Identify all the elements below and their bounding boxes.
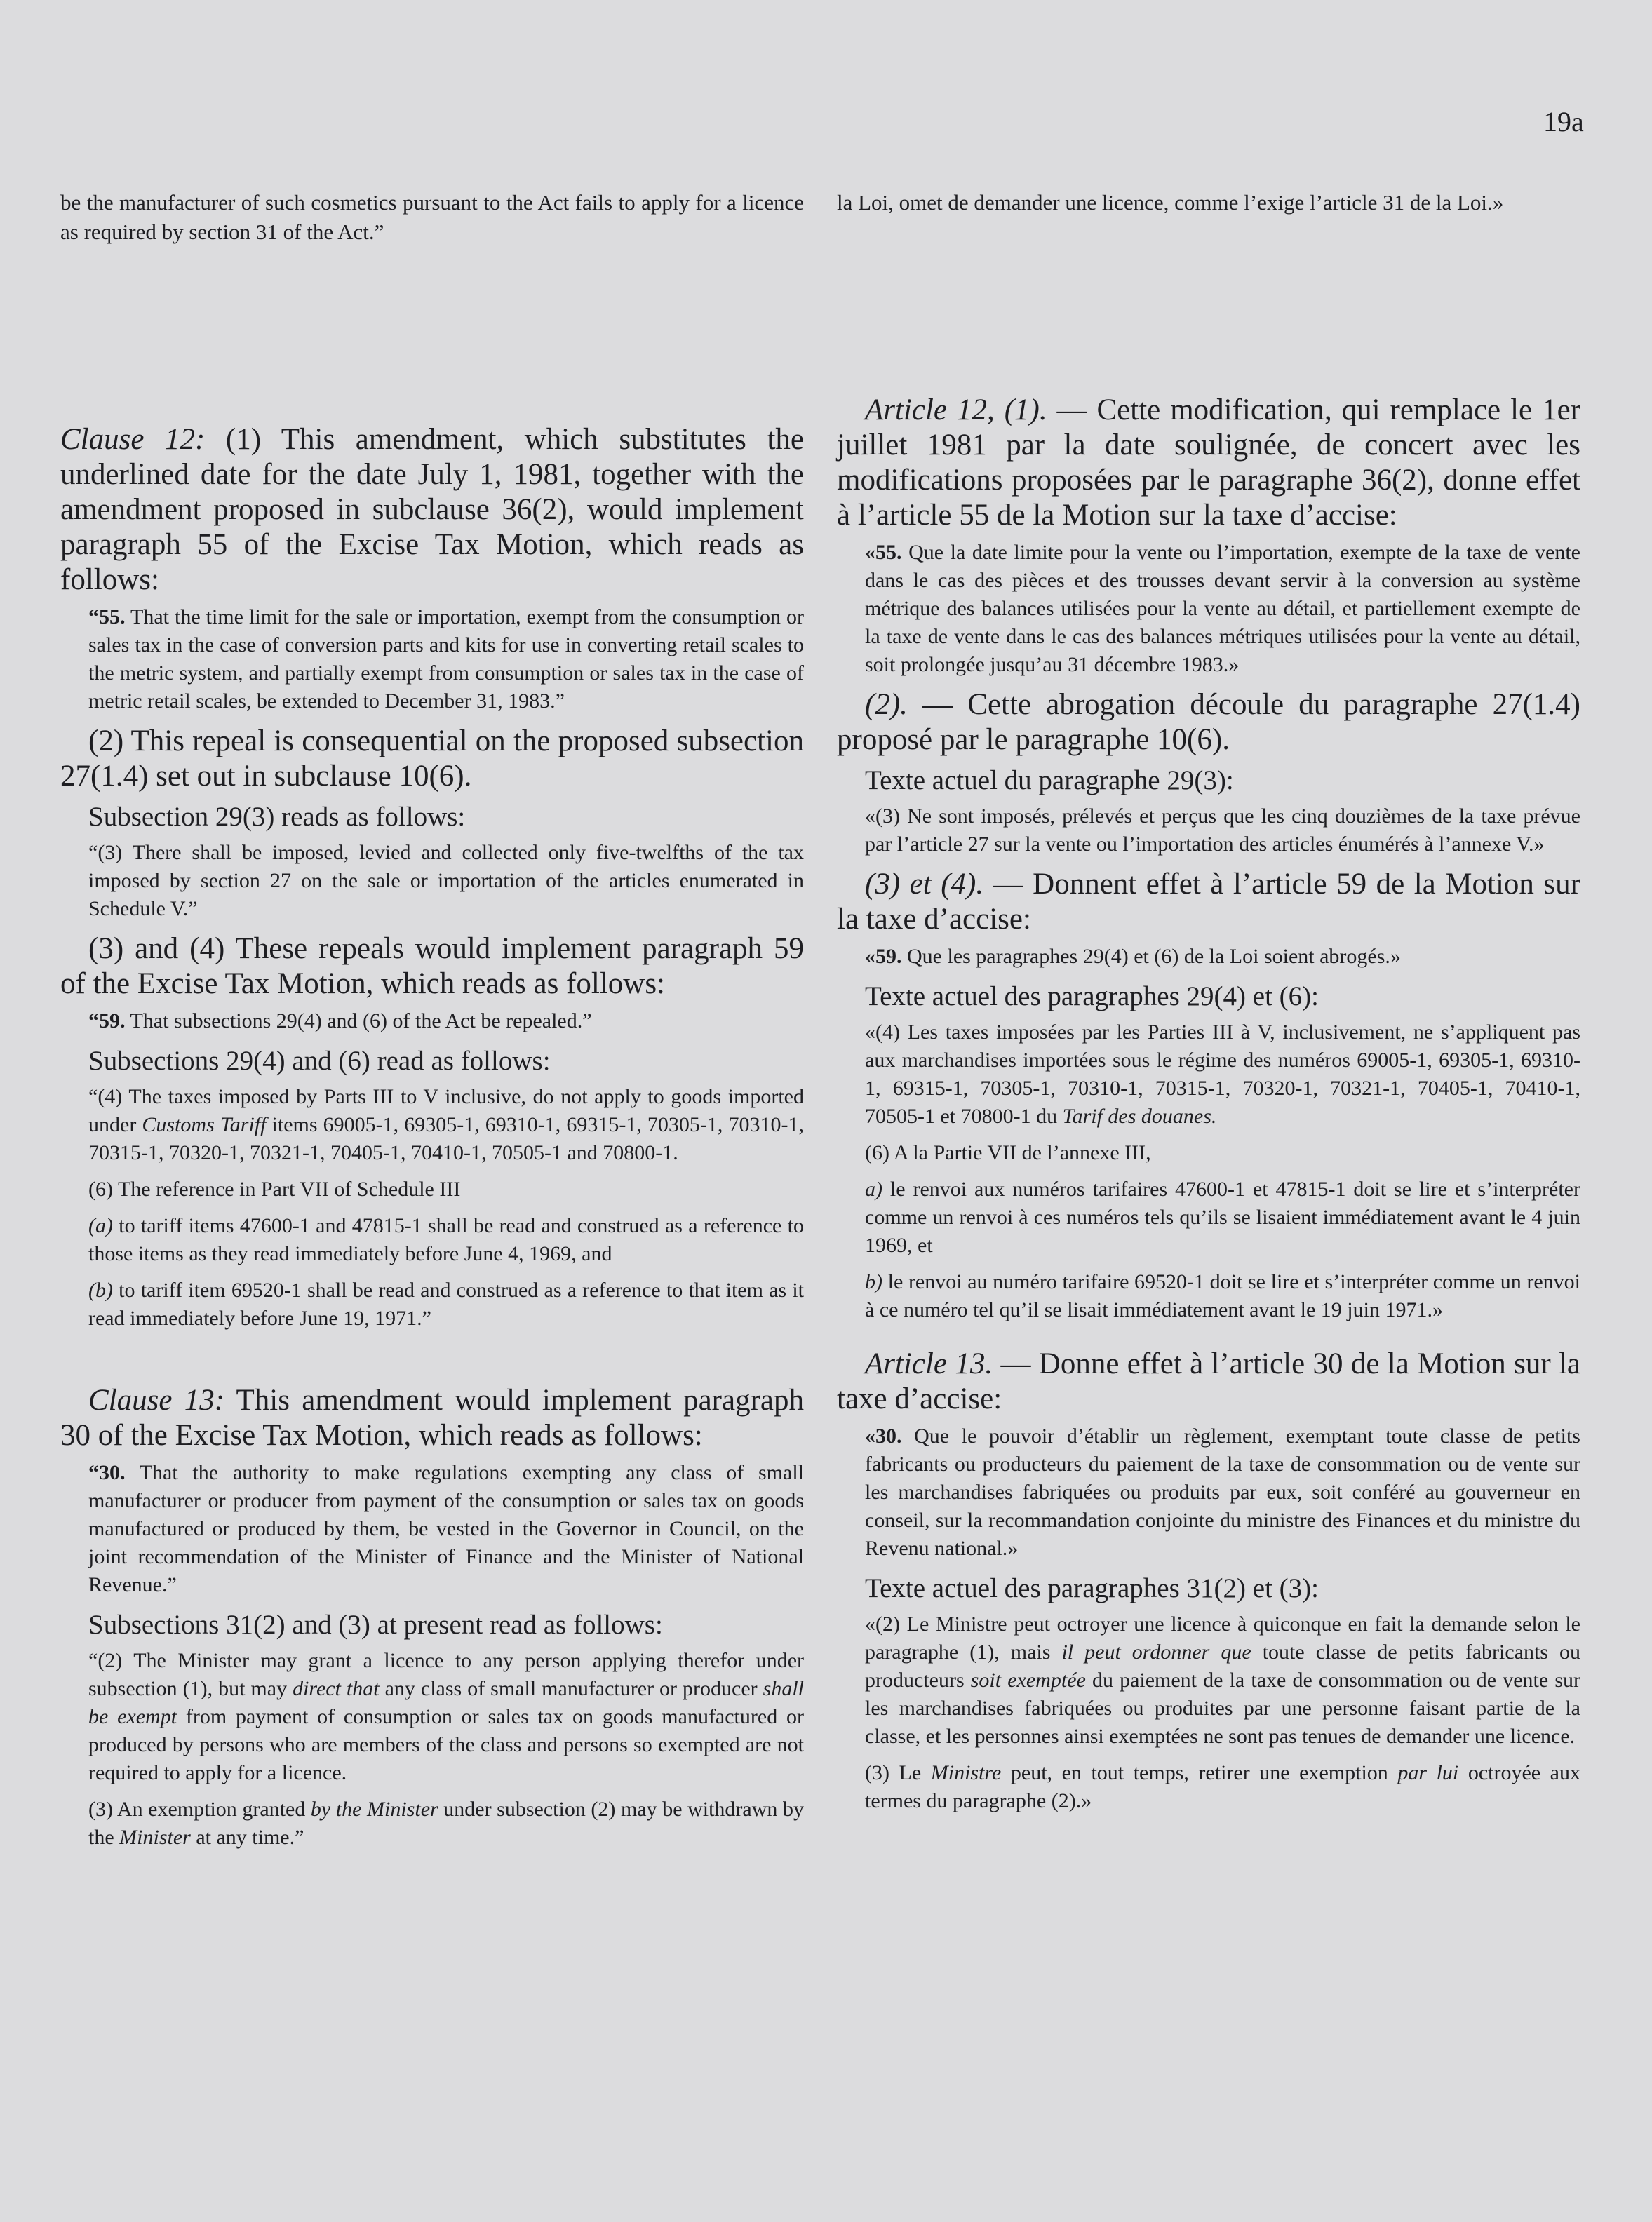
article-tag: (3) et (4).	[865, 868, 984, 901]
quote-text: That the authority to make regulations exempting any class of small manufacturer or producer from payment of the consumption or sales tax on goods manufactured or produced by them, be vested in the Governor in Council, on the joint recommendation of the Minister of Finance and the Minister of National Revenue.”	[88, 1461, 804, 1596]
quote-29-6: (6) A la Partie VII de l’annexe III,	[865, 1141, 1151, 1164]
article-text: — Cette modification, qui remplace le 1er juillet 1981 par la date soulignée, de concert avec les modifications proposées par le paragraphe 36(2), donne effet à l’article 55 de la Motion sur la taxe d’accise:	[837, 393, 1580, 532]
quote-italic: soit exemptée	[970, 1669, 1086, 1692]
quote-number: «59.	[865, 945, 902, 968]
article-tag: (2).	[865, 688, 908, 721]
quote-text: items 69005-1, 69305-1, 69310-1, 69315-1, 70305-1, 70310-1, 70315-1, 70320-1, 70321-1, 70405-1, 70410-1, 70505-1 and 70800-1.	[88, 1113, 805, 1164]
quote-number: “55.	[88, 605, 126, 628]
item-label: (b)	[88, 1279, 113, 1302]
quote-article-30	[837, 1422, 1580, 1563]
quote-italic: Minister	[119, 1826, 191, 1849]
clause-12-3-4: (3) and (4) These repeals would implement paragraph 59 of the Excise Tax Motion, which reads as follows:	[60, 932, 804, 1000]
quote-text: (3) An exemption granted	[88, 1798, 311, 1821]
clause-text: This amendment would implement paragraph 30 of the Excise Tax Motion, which reads as follows:	[60, 1384, 804, 1452]
item-label: b)	[865, 1270, 882, 1293]
quote-29-6-a	[837, 1176, 1580, 1260]
quote-29-3: “(3) There shall be imposed, levied and collected only five-twelfths of the tax imposed by section 27 on the sale or importation of the articles enumerated in Schedule V.”	[88, 841, 804, 920]
subsection-heading: Texte actuel du paragraphe 29(3):	[865, 765, 1234, 795]
quote-italic: par lui	[1397, 1761, 1459, 1784]
quote-paragraph-30	[60, 1459, 804, 1599]
quote-29-6-b	[837, 1268, 1580, 1324]
subsection-heading: Subsections 31(2) and (3) at present read as follows:	[88, 1610, 663, 1640]
quote-31-3	[837, 1759, 1580, 1815]
quote-31-2	[837, 1610, 1580, 1751]
quote-text: «(4) Les taxes imposées par les Parties III à V, inclusivement, ne s’appliquent pas aux marchandises importées sous le régime des numéros 69005-1, 69305-1, 69310-1, 69315-1, 70305-1, 70310-1, 70315-1, 70320-1, 70321-1, 70405-1, 70410-1, 70505-1 et 70800-1 du	[865, 1021, 1580, 1128]
english-column	[60, 188, 804, 1860]
clause-tag: Clause 12:	[60, 423, 206, 456]
quote-paragraph-59	[60, 1007, 804, 1035]
article-text: — Donne effet à l’article 30 de la Motion sur la taxe d’accise:	[837, 1347, 1581, 1415]
article-12-3-4	[837, 867, 1580, 937]
quote-text: to tariff items 47600-1 and 47815-1 shall be read and construed as a reference to those items as they read immediately before June 4, 1969, and	[88, 1214, 804, 1265]
quote-29-4	[837, 1018, 1580, 1131]
quote-text: le renvoi au numéro tarifaire 69520-1 doit se lire et s’interpréter comme un renvoi à ce numéro tel qu’il se lisait immédiatement avant le 19 juin 1971.»	[865, 1270, 1580, 1321]
quote-text: peut, en tout temps, retirer une exemption	[1001, 1761, 1398, 1784]
quote-text: under subsection (2) may be withdrawn by the	[88, 1798, 804, 1849]
quote-text: That the time limit for the sale or importation, exempt from the consumption or sales tax in the case of conversion parts and kits for use in converting retail scales to the metric system, and partially exempt from consumption or sales tax in the case of metric retail scales, be extended to December 31, 1983.”	[88, 605, 804, 713]
quote-31-3	[60, 1796, 804, 1852]
quote-text: du paiement de la taxe de consommation ou de vente sur les marchandises fabriquées ou produites par une personne faisant partie de la classe, et les personnes ainsi exemptées ne sont pas tenues de demander une licence.	[865, 1669, 1581, 1748]
article-text: — Cette abrogation découle du paragraphe 27(1.4) proposé par le paragraphe 10(6).	[837, 688, 1580, 756]
quote-text: “(2) The Minister may grant a licence to any person applying therefor under subsection (1), but may	[88, 1649, 804, 1700]
quote-italic: il peut ordonner que	[1061, 1641, 1251, 1664]
quote-text: Que la date limite pour la vente ou l’importation, exempte de la taxe de vente dans le cas des pièces et des trousses devant servir à la conversion au système métrique des balances utilisées pour la vente au détail, et partiellement exempte de la taxe de vente dans le cas des balances métriques utilisées pour la vente au détail, soit prolongée jusqu’au 31 décembre 1983.»	[865, 541, 1580, 676]
quote-text: to tariff item 69520-1 shall be read and construed as a reference to that item as it read immediately before June 19, 1971.”	[88, 1279, 804, 1330]
subsection-heading: Texte actuel des paragraphes 29(4) et (6):	[865, 981, 1319, 1011]
quote-italic: direct that	[293, 1677, 380, 1700]
quote-31-2	[60, 1647, 804, 1787]
quote-text: «(2) Le Ministre peut octroyer une licence à quiconque en fait la demande selon le paragraphe (1), mais	[865, 1612, 1580, 1664]
quote-29-3: «(3) Ne sont imposés, prélevés et perçus que les cinq douzièmes de la taxe prévue par l’article 27 sur la vente ou l’importation des articles énumérés à l’annexe V.»	[865, 804, 1580, 856]
clause-12-heading	[60, 422, 804, 598]
french-column	[837, 188, 1580, 1824]
quote-number: «30.	[865, 1425, 902, 1448]
quote-text: Que le pouvoir d’établir un règlement, exemptant toute classe de petits fabricants ou producteurs du paiement de la taxe de consommation ou de vente sur les marchandises fabriquées ou produits par eux, soit conféré au gouverneur en conseil, sur la recommandation conjointe du ministre des Finances et du ministre du Revenu national.»	[865, 1425, 1580, 1560]
quote-text: octroyée aux termes du paragraphe (2).»	[865, 1761, 1580, 1812]
quote-article-55	[837, 539, 1580, 679]
quote-text: any class of small manufacturer or producer	[379, 1677, 763, 1700]
intro-text: be the manufacturer of such cosmetics pursuant to the Act fails to apply for a licence as required by section 31 of the Act.”	[60, 190, 804, 244]
quote-number: “30.	[88, 1461, 126, 1484]
clause-tag: Clause 13:	[88, 1384, 225, 1417]
article-13-heading	[837, 1347, 1580, 1417]
quote-italic: shall be exempt	[88, 1677, 804, 1728]
subsection-heading: Subsections 29(4) and (6) read as follows:	[88, 1046, 551, 1076]
quote-text: toute classe de petits fabricants ou producteurs	[865, 1641, 1580, 1692]
quote-text: Que les paragraphes 29(4) et (6) de la Loi soient abrogés.»	[901, 945, 1401, 968]
quote-29-6-b	[60, 1277, 804, 1333]
clause-12-2: (2) This repeal is consequential on the proposed subsection 27(1.4) set out in subclause 10(6).	[60, 725, 804, 793]
article-text: — Donnent effet à l’article 59 de la Motion sur la taxe d’accise:	[837, 868, 1580, 936]
clause-text: (1) This amendment, which substitutes the underlined date for the date July 1, 1981, together with the amendment proposed in subclause 36(2), would implement paragraph 55 of the Excise Tax Motion, which reads as follows:	[60, 423, 804, 596]
subsection-heading: Texte actuel des paragraphes 31(2) et (3):	[865, 1573, 1319, 1603]
quote-italic: Customs Tariff	[142, 1113, 267, 1136]
quote-italic: Ministre	[930, 1761, 1002, 1784]
item-label: (a)	[88, 1214, 113, 1237]
quote-text: at any time.”	[190, 1826, 304, 1849]
quote-number: «55.	[865, 541, 902, 564]
quote-paragraph-55	[60, 603, 804, 715]
article-12-2	[837, 687, 1580, 758]
page-number: 19a	[1543, 106, 1584, 137]
quote-29-6: (6) The reference in Part VII of Schedule III	[88, 1178, 461, 1201]
quote-italic: Tarif des douanes.	[1062, 1105, 1217, 1128]
quote-text: That subsections 29(4) and (6) of the Act be repealed.”	[125, 1009, 592, 1032]
quote-text: “(4) The taxes imposed by Parts III to V inclusive, do not apply to goods imported under	[88, 1085, 804, 1136]
quote-text: (3) Le	[865, 1761, 931, 1784]
article-tag: Article 12, (1).	[865, 393, 1047, 426]
article-tag: Article 13.	[865, 1347, 993, 1380]
quote-text: le renvoi aux numéros tarifaires 47600-1 et 47815-1 doit se lire et s’interpréter comme un renvoi à ces numéros tels qu’ils se lisaient immédiatement avant le 4 juin 1969, et	[865, 1178, 1580, 1257]
subsection-heading: Subsection 29(3) reads as follows:	[88, 802, 466, 832]
item-label: a)	[865, 1178, 882, 1201]
quote-29-6-a	[60, 1212, 804, 1268]
quote-number: “59.	[88, 1009, 126, 1032]
intro-text: la Loi, omet de demander une licence, comme l’exige l’article 31 de la Loi.»	[837, 190, 1504, 215]
quote-text: from payment of consumption or sales tax on goods manufactured or produced by persons who are members of the class and persons so exempted are not required to apply for a licence.	[88, 1705, 804, 1784]
quote-italic: by the Minister	[310, 1798, 438, 1821]
article-12-heading	[837, 393, 1580, 533]
clause-13-heading	[60, 1383, 804, 1453]
quote-article-59	[837, 943, 1580, 971]
quote-29-4	[60, 1083, 804, 1167]
